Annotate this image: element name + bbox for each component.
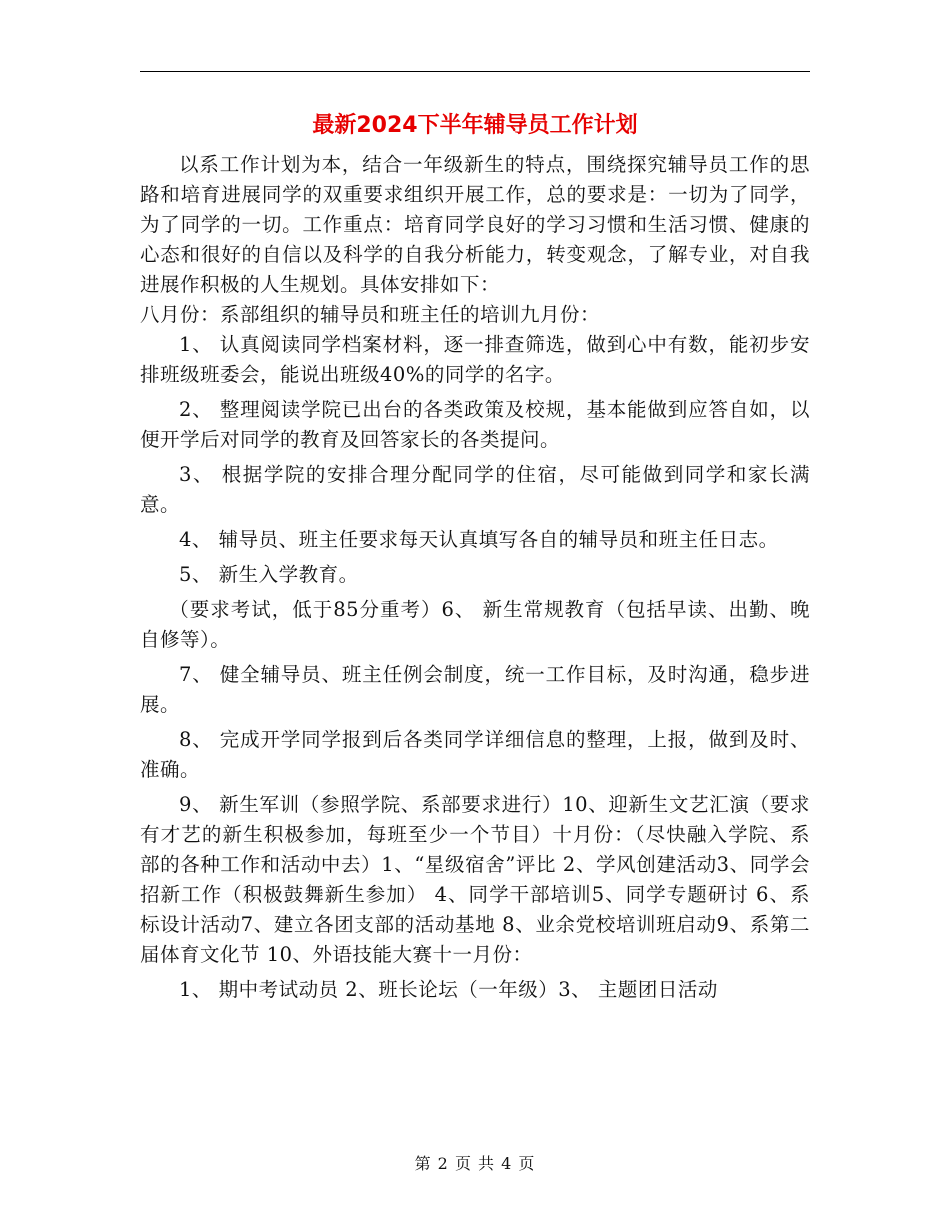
list-item-3: 3、 根据学院的安排合理分配同学的住宿，尽可能做到同学和家长满意。	[140, 463, 810, 516]
list-item-1: 1、 认真阅读同学档案材料，逐一排查筛选，做到心中有数，能初步安排班级班委会，能说出班级40%的同学的名字。	[140, 333, 810, 386]
document-title: 最新2024下半年辅导员工作计划	[312, 113, 638, 138]
november-list-item-1: 1、 期中考试动员 2、班长论坛（一年级）3、 主题团日活动	[179, 978, 718, 1001]
intro-paragraph: 以系工作计划为本，结合一年级新生的特点，围绕探究辅导员工作的思路和培育进展同学的双重要求组织开展工作，总的要求是：一切为了同学，为了同学的一切。工作重点：培育同学良好的学习习惯和生活习惯、健康的心态和很好的自信以及科学的自我分析能力，转变观念，了解专业，对自我进展作积极的人生规划。具体安排如下：	[140, 153, 810, 296]
page-number-footer: 第 2 页 共 4 页	[414, 1154, 536, 1173]
list-item-8: 8、 完成开学同学报到后各类同学详细信息的整理，上报，做到及时、准确。	[140, 728, 810, 781]
document-body	[140, 150, 810, 1010]
header-rule	[140, 71, 810, 72]
list-item-5: 5、 新生入学教育。	[179, 563, 359, 586]
list-item-7: 7、 健全辅导员、班主任例会制度，统一工作目标，及时沟通，稳步进展。	[140, 663, 810, 716]
list-item-9: 9、 新生军训（参照学院、系部要求进行）10、迎新生文艺汇演（要求有才艺的新生积极参加，每班至少一个节目）十月份：（尽快融入学院、系部的各种工作和活动中去）1、“星级宿舍”评比 2、学风创建活动3、同学会招新工作（积极鼓舞新生参加） 4、同学干部培训5、同学专题研讨 6、系标设计活动7、建立各团支部的活动基地 8、业余党校培训班启动9、系第二届体育文化节 10、外语技能大赛十一月份：	[140, 793, 810, 966]
list-item-6: （要求考试，低于85分重考）6、 新生常规教育（包括早读、出勤、晚自修等）。	[140, 598, 810, 651]
list-item-4: 4、 辅导员、班主任要求每天认真填写各自的辅导员和班主任日志。	[179, 528, 779, 551]
august-september-heading: 八月份：系部组织的辅导员和班主任的培训九月份：	[140, 303, 601, 326]
list-item-2: 2、 整理阅读学院已出台的各类政策及校规，基本能做到应答自如，以便开学后对同学的教育及回答家长的各类提问。	[140, 398, 810, 451]
